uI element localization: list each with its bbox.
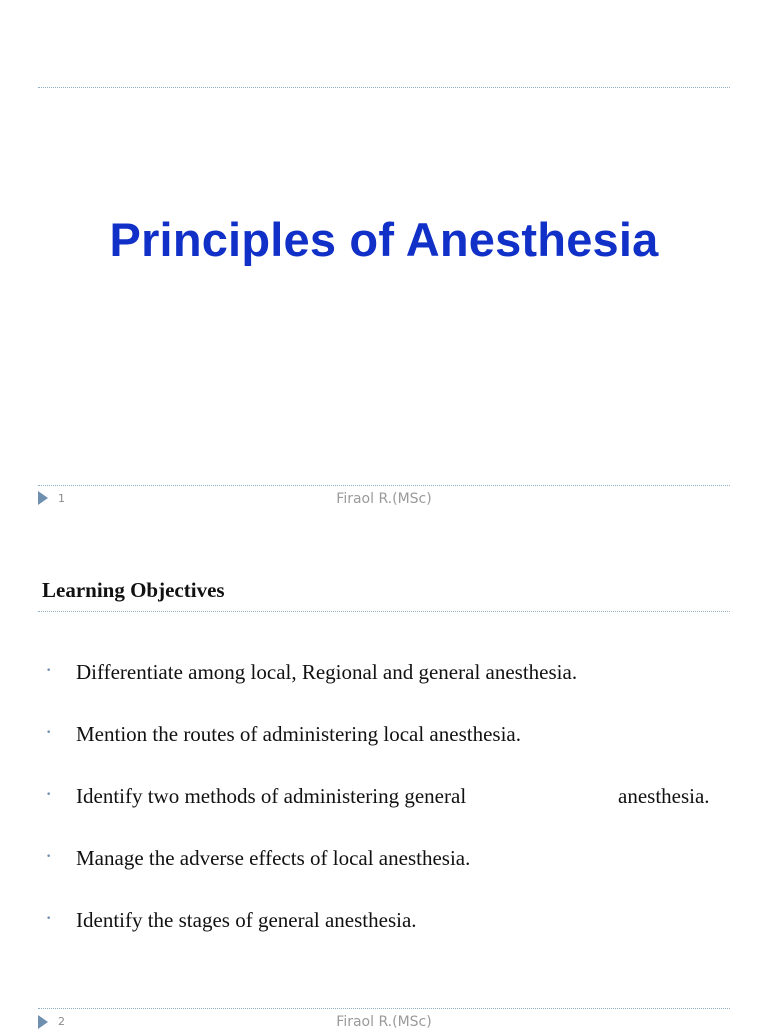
objective-text: Identify two methods of administering general (76, 784, 467, 808)
bullet-icon: • (46, 666, 52, 676)
list-item (0, 908, 768, 938)
section-heading: Learning Objectives (42, 578, 225, 602)
slide-2 (0, 512, 768, 1030)
page-number: 2 (58, 1015, 65, 1028)
footer-author: Firaol R.(MSc) (336, 491, 432, 507)
top-divider (38, 87, 730, 88)
objective-text: Mention the routes of administering local anesthesia. (76, 722, 521, 746)
objective-trailing-text: anesthesia. (618, 784, 710, 808)
slide-1 (0, 0, 768, 512)
list-item (0, 784, 768, 814)
objectives-list (0, 512, 768, 1024)
footer-divider (38, 485, 730, 486)
slide-title: Principles of Anesthesia (109, 213, 659, 266)
list-item (0, 846, 768, 876)
objective-text: Identify the stages of general anesthesia. (76, 908, 417, 932)
objective-text: Differentiate among local, Regional and general anesthesia. (76, 660, 578, 684)
bullet-icon: • (46, 728, 52, 738)
bullet-icon: • (46, 914, 52, 924)
bullet-icon: • (46, 852, 52, 862)
page-number: 1 (58, 492, 65, 505)
list-item (0, 660, 768, 690)
list-item (0, 722, 768, 752)
objective-text: Manage the adverse effects of local anesthesia. (76, 846, 471, 870)
bullet-icon: • (46, 790, 52, 800)
footer-divider (38, 1008, 730, 1009)
footer-author: Firaol R.(MSc) (336, 1014, 432, 1030)
